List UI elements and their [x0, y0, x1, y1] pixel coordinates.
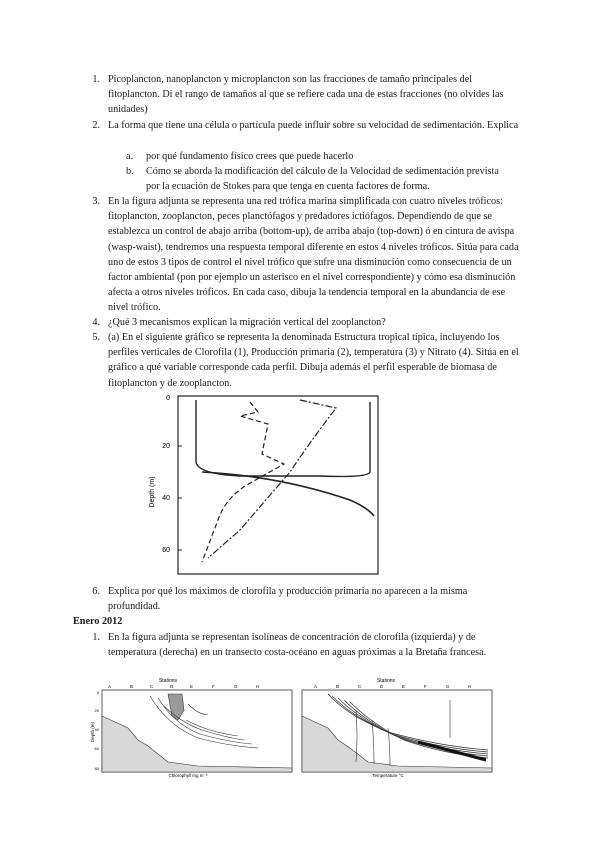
- station-A: A: [108, 684, 112, 689]
- svg-text:H: H: [468, 684, 472, 689]
- question-text: La forma que tiene una célula o partícula puede influir sobre su velocidad de sedimentación. Explica: [108, 120, 519, 131]
- y-axis-label: Depth (m): [149, 476, 156, 508]
- left-xlabel: Chlorophyll mg m⁻³: [168, 773, 208, 778]
- question-text: ¿Qué 3 mecanismos explican la migración vertical del zooplancton?: [108, 317, 386, 328]
- question-text: Explica por qué los máximos de clorofila y producción primaria no aparecen a la misma profundidad.: [108, 586, 468, 613]
- profile-dashdot: [208, 400, 336, 558]
- left-ylabel: Depth (m): [90, 721, 95, 743]
- station-F: F: [212, 684, 215, 689]
- right-panel-title: Stations: [376, 678, 396, 684]
- tick-60: 60: [162, 547, 170, 554]
- tropical-structure-profile-figure: [140, 392, 440, 582]
- svg-text:D: D: [380, 684, 384, 689]
- temperature-panel: [302, 678, 492, 778]
- svg-text:80: 80: [94, 766, 99, 771]
- profile-solid-b: [202, 472, 374, 516]
- tick-20: 20: [162, 443, 170, 450]
- svg-text:F: F: [424, 684, 427, 689]
- subquestion-label: b.: [126, 166, 134, 177]
- subquestion-text: por qué fundamento físico crees que puede hacerlo: [146, 151, 354, 162]
- right-xlabel: Temperature °C: [372, 773, 404, 778]
- question-text: Picoplancton, nanoplancton y microplancton son las fracciones de tamaño principales del fitoplancton. Di el rango de tamaños al que se refiere cada una de estas fracciones (no olvides las unidades): [108, 74, 504, 116]
- station-G: G: [234, 684, 238, 689]
- svg-text:A: A: [314, 684, 318, 689]
- tick-40: 40: [162, 495, 170, 502]
- question-number: 1.: [92, 74, 100, 85]
- question-number: 1.: [92, 632, 100, 643]
- profile-dashed: [202, 402, 284, 562]
- question-text: En la figura adjunta se representa una red trófica marina simplificada con cuatro niveles tróficos: fitoplancton, zooplancton, peces planctófagos y predadores ictiófagos. Dependiendo de que se establezca un control de abajo arriba (bottom-up), de arriba abajo (top-down) ó en cintura de avispa (wasp-waist), tendremos una respuesta temporal diferente en estos 4 niveles tróficos. Sitúa para cada uno de estos 3 tipos de control el nivel trófico que sufre una disminución como consecuencia de un factor ambiental (pon por ejemplo un asterisco en el nivel correspondiente) y cómo esa disminución afecta a otros niveles tróficos. En cada caso, dibuja la tendencia temporal en la abundancia de ese nivel trófico.: [108, 196, 519, 314]
- question-number: 2.: [92, 120, 100, 131]
- svg-text:C: C: [358, 684, 362, 689]
- question-number: 4.: [92, 317, 100, 328]
- svg-text:0: 0: [96, 690, 99, 695]
- transect-figure: [88, 676, 498, 780]
- svg-text:G: G: [446, 684, 450, 689]
- station-C: C: [150, 684, 154, 689]
- left-panel-title: Stations: [158, 678, 178, 684]
- svg-text:60: 60: [94, 746, 99, 751]
- station-B: B: [130, 684, 134, 689]
- svg-text:E: E: [402, 684, 406, 689]
- section-heading: Enero 2012: [73, 616, 123, 627]
- question-number: 6.: [92, 586, 100, 597]
- question-text: En la figura adjunta se representan isolíneas de concentración de clorofila (izquierda) y de temperatura (derecha) en un transecto costa-océano en aguas próximas a la Bretaña francesa.: [108, 632, 487, 659]
- station-E: E: [190, 684, 194, 689]
- station-D: D: [170, 684, 174, 689]
- tick-0: 0: [166, 395, 170, 402]
- question-number: 3.: [92, 196, 100, 207]
- subquestion-label: a.: [126, 151, 134, 162]
- question-text: (a) En el siguiente gráfico se representa la denominada Estructura tropical típica, incluyendo los perfiles verticales de Clorofila (1), Producción primaria (2), temperatura (3) y Nitrato (4). Sitúa en el gráfico a qué variable corresponde cada perfil. Dibuja además el perfil esperable de biomasa de fitoplancton y de zooplancton.: [108, 332, 519, 389]
- chlorophyll-panel: [90, 678, 292, 778]
- svg-text:20: 20: [94, 708, 99, 713]
- subquestion-text: Cómo se aborda la modificación del cálculo de la Velocidad de sedimentación prevista por la ecuación de Stokes para que tenga en cuenta factores de forma.: [146, 166, 499, 193]
- question-number: 5.: [92, 332, 100, 343]
- svg-text:B: B: [336, 684, 340, 689]
- station-H: H: [256, 684, 260, 689]
- svg-text:40: 40: [94, 727, 99, 732]
